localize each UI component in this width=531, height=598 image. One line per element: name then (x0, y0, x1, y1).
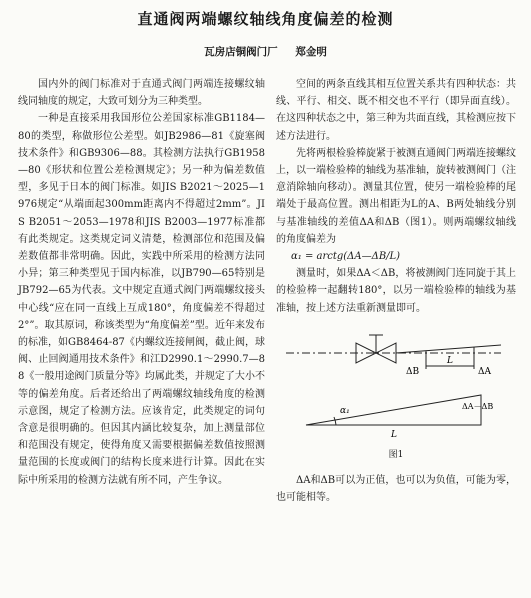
author-name: 郑金明 (295, 46, 327, 58)
figure-1 (276, 325, 516, 445)
left-paragraph-2: 一种是直接采用我国形位公差国家标准GB1184—80的类型，称做形位公差型。如JB2986—81《旋塞阀技术条件》和GB9306—88。其检测方法执行GB1958—80《形状和位置公差检测规定》；另一种为偏差数值型，多见于日本的阀门标准。如JIS B2021～2025—1976规定“从端面起300mm距离内不得超过2mm”。JIS B2051～2053—1978和JIS B2003—1977标准都有此类规定。这类规定词义清楚，检测部位和范围及偏差数值都非常明确。因此，实践中所采用的检测方法同小异；第三种类型见于国内标准，以JB790—65特别是JB792—65为代表。文中规定直通式阀门两端螺纹接头中心线“应在同一直线上互成180°，角度偏差不得超过2°”。取其原词，称该类型为“角度偏差”型。近年来发布的标准，如GB8464-87《内螺纹连接闸阀，截止阀，球阀、止回阀通用技术条件》和江D2990.1～2990.7—88《一般用途阀门质量分等》均属此类，并规定了大小不等的偏差角度。后者还给出了两端螺纹轴线角度的检测示意图，规定了检测方法。应该肯定，此类规定的词句含意是很明确的。但因其内涵比较复杂，加上测量部位和范围没有规定，使得角度又需要根据偏差数值按照测量范围的长度或阀门的结构长度来进行计算。因此在实际中所采用的检测方法就有所不同，产生争议。 (18, 113, 265, 486)
paper-title: 直通阀两端螺纹轴线角度偏差的检测 (137, 10, 394, 28)
right-paragraph-2: 先将两根检验棒旋紧于被测直通阀门两端连接螺纹上，以一端检验棒的轴线为基准轴，旋转被测阀门（注意消除轴向移动）。测量其位置，使另一端检验棒的尾端处于最高位置。测出相距为L的A、B两处轴线分别与基准轴线的差值ΔA和ΔB（图1）。则两端螺纹轴线的角度偏差为 (276, 147, 516, 245)
figure-1-drawing (276, 325, 516, 445)
left-paragraph-1: 国内外的阀门标准对于直通式阀门两端连接螺纹轴线同轴度的规定，大致可划分为三种类型。 (18, 79, 265, 108)
angle-formula: α₁ = arctg(ΔA—ΔB/L) (291, 251, 401, 263)
author-line (0, 44, 531, 59)
fig-label-alpha: α₁ (340, 405, 350, 416)
author-affiliation: 瓦房店铜阀门厂 (204, 46, 278, 58)
test-bar-axis (396, 345, 501, 353)
fig-label-delta-b: ΔB (406, 366, 420, 377)
angle-triangle (306, 395, 481, 425)
fig-label-l-lower: L (391, 429, 397, 440)
right-paragraph-3: 测量时，如果ΔA＜ΔB，将被测阀门连同旋于其上的检验棒一起翻转180°，以另一端检验棒的轴线为基准轴，按上述方法重新测量即可。 (276, 268, 516, 314)
fig-label-l: L (447, 355, 453, 366)
figure-1-caption: 图1 (388, 449, 404, 460)
fig-label-diff: ΔA－ΔB (462, 401, 494, 411)
right-paragraph-tail: ΔA和ΔB可以为正值，也可以为负值，可能为零，也可能相等。 (276, 475, 516, 504)
right-paragraph-1: 空间的两条直线其相互位置关系共有四种状态：共线、平行、相交、既不相交也不平行（即异面直线）。在这四种状态之中，第三种为共面直线，其检测应按下述方法进行。 (276, 79, 516, 142)
left-column (18, 76, 265, 489)
fig-label-delta-a: ΔA (478, 366, 491, 377)
alpha-arc (334, 417, 336, 425)
right-column (276, 76, 516, 506)
